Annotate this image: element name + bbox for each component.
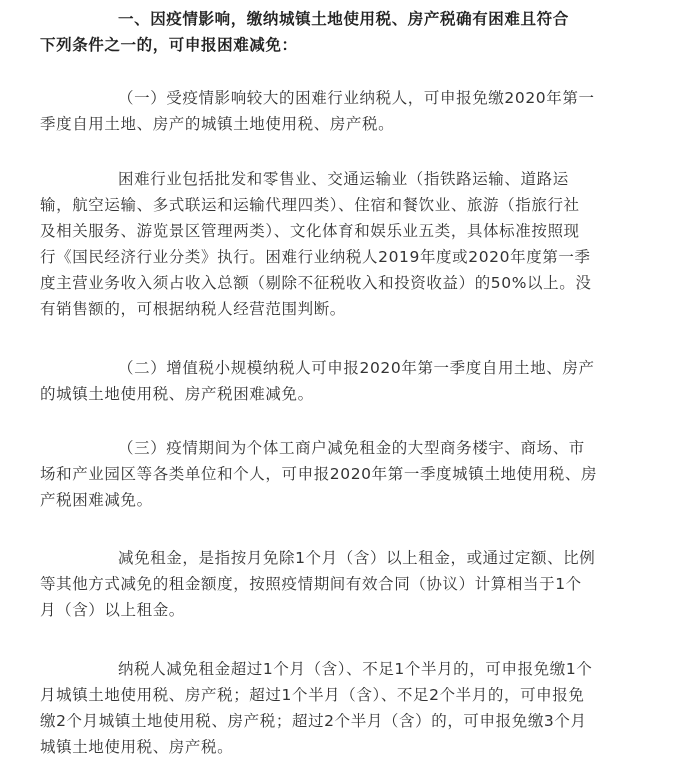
paragraph-line: 月（含）以上租金。 xyxy=(40,601,185,619)
paragraph-line: 季度自用土地、房产的城镇土地使用税、房产税。 xyxy=(40,115,395,133)
paragraph-line: （三）疫情期间为个体工商户减免租金的大型商务楼宇、商场、市 xyxy=(118,439,585,457)
paragraph-line: 纳税人减免租金超过1个月（含）、不足1个半月的，可申报免缴1个 xyxy=(118,660,593,678)
paragraph-line: （二）增值税小规模纳税人可申报2020年第一季度自用土地、房产 xyxy=(118,359,595,377)
paragraph-item-1 xyxy=(40,85,668,137)
paragraph-rent-reduction-definition xyxy=(40,545,668,623)
paragraph-item-2 xyxy=(40,355,668,407)
heading-line: 一、因疫情影响，缴纳城镇土地使用税、房产税确有困难且符合 xyxy=(118,10,569,28)
paragraph-line: 缴2个月城镇土地使用税、房产税；超过2个半月（含）的，可申报免缴3个月 xyxy=(40,712,587,730)
paragraph-line: 城镇土地使用税、房产税。 xyxy=(40,738,234,756)
paragraph-line: 减免租金，是指按月免除1个月（含）以上租金，或通过定额、比例 xyxy=(118,549,596,567)
paragraph-line: 有销售额的，可根据纳税人经营范围判断。 xyxy=(40,300,346,318)
paragraph-line: 及相关服务、游览景区管理两类）、文化体育和娱乐业五类，具体标准按照现 xyxy=(40,222,580,240)
paragraph-line: 行《国民经济行业分类》执行。困难行业纳税人2019年度或2020年度第一季 xyxy=(40,248,591,266)
section-heading xyxy=(40,6,668,58)
paragraph-line: 场和产业园区等各类单位和个人，可申报2020年第一季度城镇土地使用税、房 xyxy=(40,465,598,483)
paragraph-line: 输，航空运输、多式联运和运输代理四类）、住宿和餐饮业、旅游（指旅行社 xyxy=(40,196,580,214)
paragraph-line: 月城镇土地使用税、房产税；超过1个半月（含）、不足2个半月的，可申报免 xyxy=(40,686,585,704)
paragraph-line: （一）受疫情影响较大的困难行业纳税人，可申报免缴2020年第一 xyxy=(118,89,595,107)
paragraph-line: 困难行业包括批发和零售业、交通运输业（指铁路运输、道路运 xyxy=(118,170,569,188)
paragraph-difficult-industries xyxy=(40,166,668,322)
paragraph-line: 的城镇土地使用税、房产税困难减免。 xyxy=(40,385,314,403)
paragraph-rent-reduction-rules xyxy=(40,656,668,760)
paragraph-line: 等其他方式减免的租金额度，按照疫情期间有效合同（协议）计算相当于1个 xyxy=(40,575,582,593)
heading-line: 下列条件之一的，可申报困难减免： xyxy=(40,36,298,54)
paragraph-line: 产税困难减免。 xyxy=(40,491,153,509)
paragraph-item-3 xyxy=(40,435,668,513)
paragraph-line: 度主营业务收入须占收入总额（剔除不征税收入和投资收益）的50%以上。没 xyxy=(40,274,592,292)
